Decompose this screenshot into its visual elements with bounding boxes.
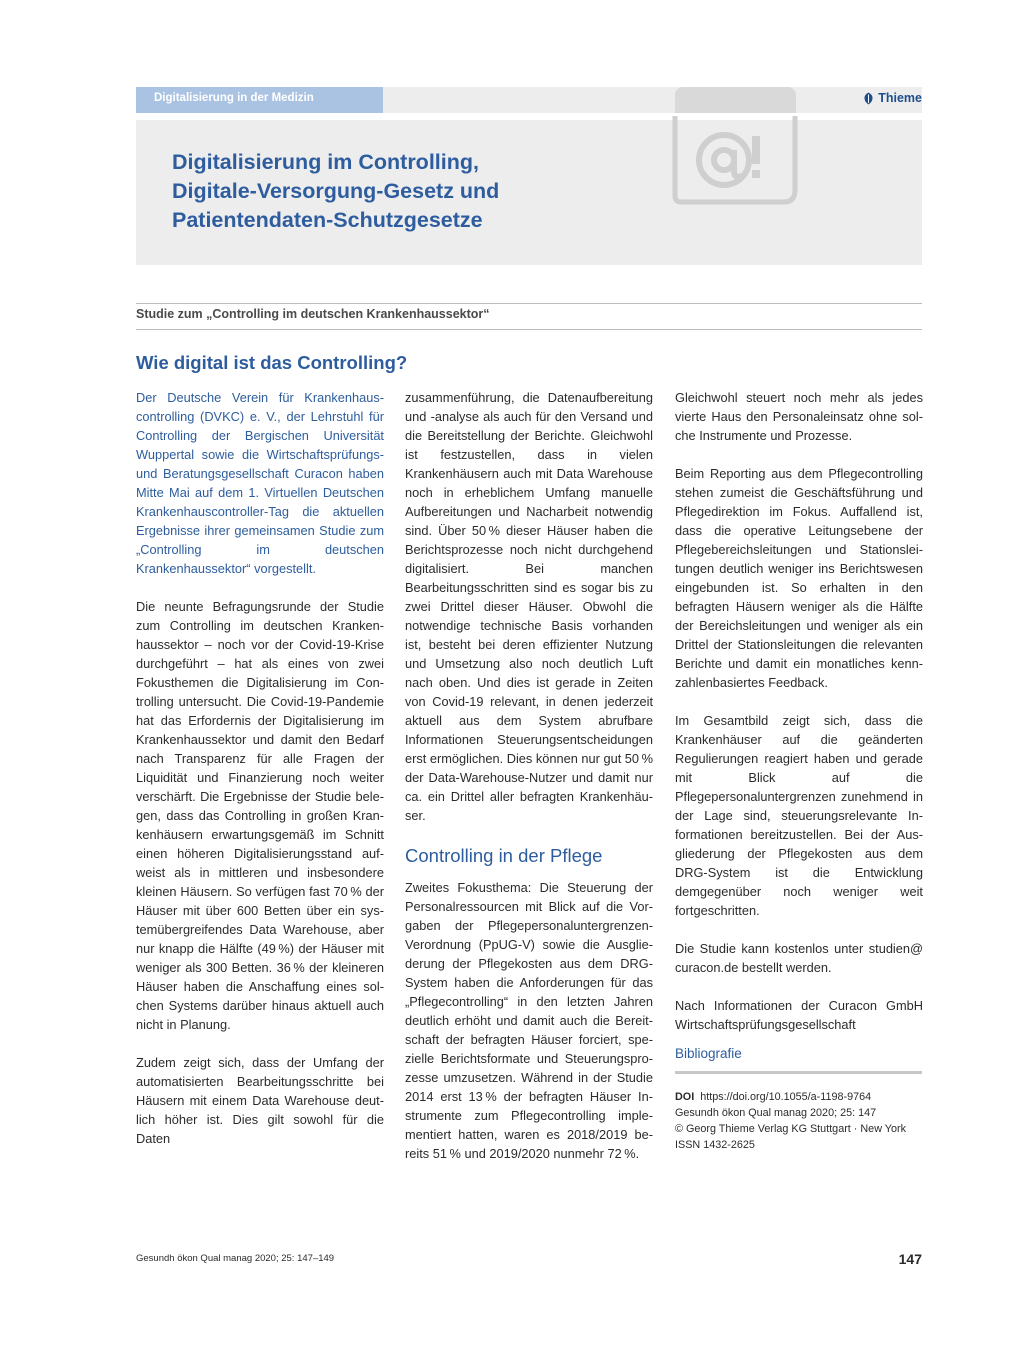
text-column-2 <box>405 388 653 1182</box>
citation: Gesundh ökon Qual manag 2020; 25: 147 <box>675 1107 877 1119</box>
icon-tab <box>675 87 796 113</box>
text-column-3 <box>675 388 923 1053</box>
section-heading: Wie digital ist das Controlling? <box>136 352 408 373</box>
lead-paragraph: Der Deutsche Verein für Krankenhauscontrolling (DVKC) e. V., der Lehrstuhl für Controlling der Bergischen Universität Wuppertal sowie die Wirtschaftsprüfungs- und Beratungsgesellschaft Curacon haben Mitte Mai auf dem 1. Virtuellen Deutschen Krankenhauscontroller-Tag die aktuellen Ergebnisse ihrer gemeinsamen Studie zum „Controlling im deutschen Krankenhaussektor“ vorgestellt. <box>136 390 384 576</box>
body-paragraph: Gleichwohl steuert noch mehr als jedes vierte Haus den Personaleinsatz ohne solche Instrumente und Prozesse. <box>675 390 923 443</box>
subheading: Controlling in der Pflege <box>405 845 603 866</box>
publisher-logo <box>863 91 922 105</box>
at-exclamation-icon <box>672 116 798 206</box>
bibliography <box>675 1089 925 1153</box>
header-bar <box>383 87 922 113</box>
bibliography-divider <box>675 1071 922 1074</box>
bibliography-heading: Bibliografie <box>675 1046 742 1061</box>
section-tab <box>136 87 383 113</box>
body-paragraph: Die neunte Befragungsrunde der Studie zum Controlling im deutschen Krankenhaussektor – noch vor der Covid-19-Krise durchgeführt – hat als eines von zwei Fokusthemen die Digitalisierung im Controlling untersucht. Die Covid-19-Pandemie hat das Erfordernis der Digitalisierung im Krankenhaussektor und damit den Bedarf nach Transparenz für alle Fragen der Liquidität und Finanzierung noch weiter verschärft. Die Ergebnisse der Studie belegen, dass das Controlling in großen Krankenhäusern erwartungsgemäß im Schnitt einen höheren Digitalisierungsstand aufweist als in mittleren und insbesondere kleinen Häusern. So verfügen fast 70 % der Häuser mit über 600 Betten über ein systemübergreifendes Data Warehouse, aber nur knapp die Hälfte (49 %) der Häuser mit weniger als 300 Betten. 36 % der kleineren Häuser haben die Anschaffung eines solchen Systems darüber hinaus aktuell auch nicht in Planung. <box>136 599 384 1032</box>
body-paragraph: Die Studie kann kostenlos unter studien@ curacon.de bestellt werden. <box>675 941 923 975</box>
title-line: Digitalisierung im Controlling, <box>172 150 479 174</box>
title-line: Digitale-Versorgung-Gesetz und <box>172 179 500 203</box>
publisher-name: Thieme <box>878 91 922 105</box>
title-line: Patientendaten-Schutzgesetze <box>172 208 483 232</box>
divider <box>136 303 922 304</box>
text-column-1 <box>136 388 384 1167</box>
body-paragraph: Im Gesamtbild zeigt sich, dass die Krankenhäuser auf die geänderten Regulierungen reagiert haben und gerade mit Blick auf die Pflegepersonaluntergrenzen zunehmend in der Lage sind, steuerungsrelevante Informationen bereitzustellen. Bei der Ausgliederung der Pflegekosten aus dem DRG-System ist die Entwicklung demgegenüber noch weniger weit fortgeschritten. <box>675 713 923 918</box>
body-paragraph: Zweites Fokusthema: Die Steuerung der Personalressourcen mit Blick auf die Vorgaben der Pflegepersonaluntergrenzen-Verordnung (PpUG-V) sowie die Ausgliederung der Pflegekosten aus dem DRG-System haben die Anforderungen für das „Pflegecontrolling“ in den letzten Jahren deutlich erhöht und damit auch die Bereitschaft der befragten Häuser forciert, spezielle Berichtsformate und Steuerungsprozesse umzusetzen. Während in der Studie 2014 erst 13 % der befragten Häuser Instrumente zum Pflegecontrolling implementiert hatten, waren es 2018/2019 bereits 51 % und 2019/2020 nunmehr 72 %. <box>405 880 653 1161</box>
article-title <box>172 148 652 235</box>
footer-journal: Gesundh ökon Qual manag 2020; 25: 147–149 <box>136 1253 335 1264</box>
section-label: Digitalisierung in der Medizin <box>154 92 314 104</box>
doi-link[interactable]: https://doi.org/10.1055/a-1198-9764 <box>700 1091 872 1103</box>
page-number: 147 <box>898 1251 922 1267</box>
issn: ISSN 1432-2625 <box>675 1139 755 1151</box>
doi-line <box>675 1089 925 1105</box>
body-paragraph: Zudem zeigt sich, dass der Umfang der automatisierten Bearbeitungsschritte bei Häusern mit einem Data Warehouse deutlich höher ist. Dies gilt sowohl für die Daten <box>136 1055 384 1146</box>
copyright: © Georg Thieme Verlag KG Stuttgart · New York <box>675 1123 906 1135</box>
body-paragraph: zusammenführung, die Datenaufbereitung und -analyse als auch für den Versand und die Bereitstellung der Berichte. Gleichwohl ist festzustellen, dass in vielen Krankenhäusern auch mit Data Warehouse noch in erheblichem Umfang manuelle Aufbereitungen und Nacharbeit notwendig sind. Über 50 % dieser Häuser haben die Berichtsprozesse noch nicht durchgehend digitalisiert. Bei manchen Bearbeitungsschritten sind es sogar bis zu zwei Drittel dieser Häuser. Obwohl die notwendige technische Basis vorhanden ist, besteht bei deren effizienter Nutzung und Umsetzung also noch deutlich Luft nach oben. Und dies ist gerade in Zeiten von Covid-19 relevant, in denen jederzeit aktuell aus dem System abrufbare Informationen Steuerungsentscheidungen erst ermöglichen. Dies können nur gut 50 % der Data-Warehouse-Nutzer und damit nur ca. ein Drittel aller befragten Krankenhäuser. <box>405 390 653 823</box>
divider <box>136 329 922 330</box>
thieme-logo-icon <box>863 92 874 105</box>
doi-label: DOI <box>675 1091 695 1103</box>
body-paragraph: Beim Reporting aus dem Pflegecontrolling stehen zumeist die Geschäftsführung und Pflegedirektion im Fokus. Auffallend ist, dass die operative Leitungsebene der Pflegebereichsleitungen und Stationsleitungen deutlich weniger ins Berichtswesen eingebunden ist. So erhalten in den befragten Häusern weniger als die Hälfte der Bereichsleitungen und weniger als ein Drittel der Stationsleitungen die relevanten Berichte und damit ein monatliches kennzahlenbasiertes Feedback. <box>675 466 923 690</box>
body-paragraph: Nach Informationen der Curacon GmbH Wirtschaftsprüfungsgesellschaft <box>675 998 923 1032</box>
study-label: Studie zum „Controlling im deutschen Krankenhaussektor“ <box>136 307 490 321</box>
